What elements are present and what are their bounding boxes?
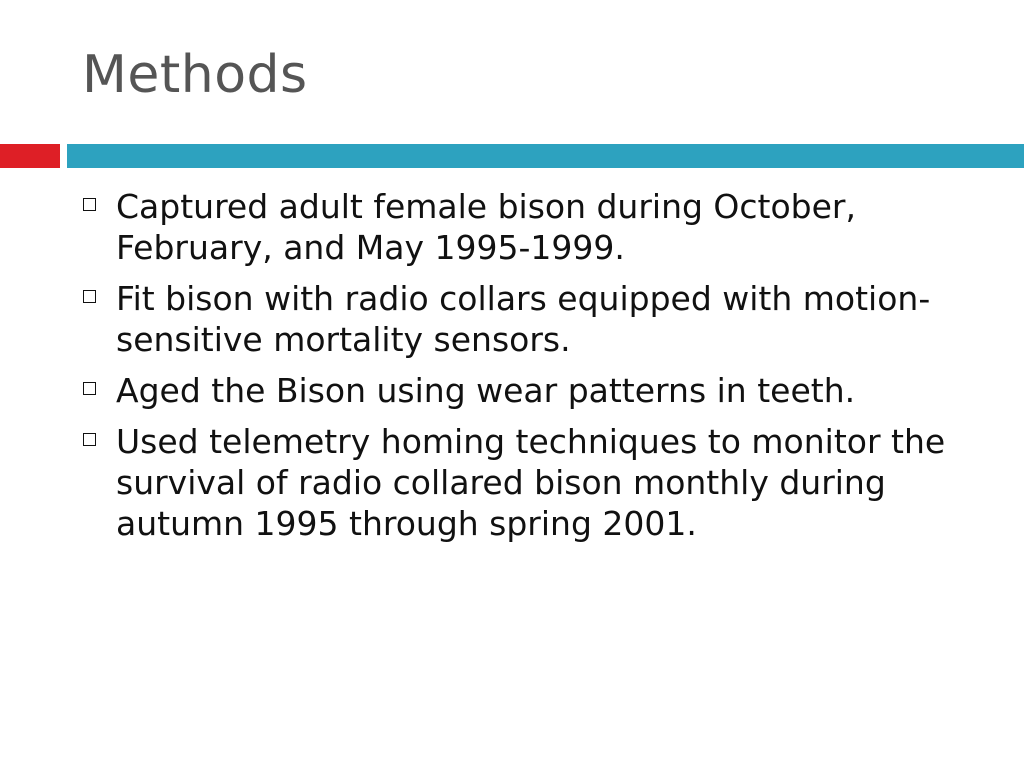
hollow-square-icon	[83, 433, 96, 446]
bullet-text: Aged the Bison using wear patterns in teeth.	[116, 371, 856, 410]
hollow-square-icon	[83, 290, 96, 303]
hollow-square-icon	[83, 198, 96, 211]
hollow-square-icon	[83, 382, 96, 395]
bullet-text: Fit bison with radio collars equipped with motion-sensitive mortality sensors.	[116, 279, 931, 359]
accent-bar-red	[0, 144, 60, 168]
bullet-list	[82, 186, 982, 554]
bullet-item	[82, 370, 982, 411]
bullet-item	[82, 278, 982, 360]
bullet-text: Captured adult female bison during October, February, and May 1995-1999.	[116, 187, 856, 267]
accent-bar-blue	[67, 144, 1024, 168]
bullet-text: Used telemetry homing techniques to monitor the survival of radio collared bison monthly during autumn 1995 through spring 2001.	[116, 422, 946, 543]
bullet-item	[82, 421, 982, 544]
bullet-item	[82, 186, 982, 268]
slide-title: Methods	[82, 45, 308, 105]
